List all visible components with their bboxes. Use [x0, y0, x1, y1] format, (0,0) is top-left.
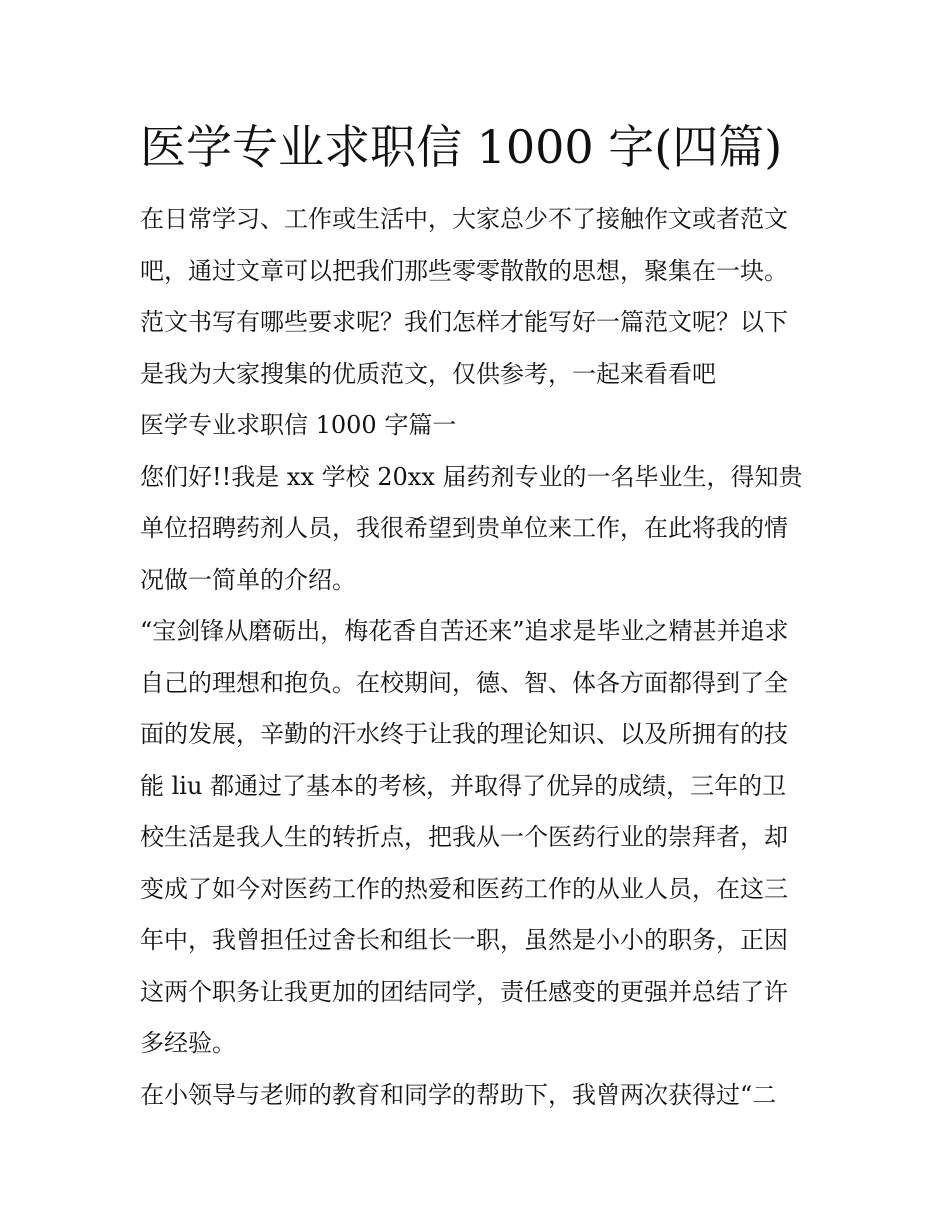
section-heading: [140, 400, 820, 452]
text-line: 能 liu 都通过了基本的考核，并取得了优异的成绩，三年的卫: [140, 771, 787, 800]
body-paragraph-1: [140, 606, 820, 1070]
text-line: 这两个职务让我更加的团结同学，责任感变的更强并总结了许: [140, 977, 788, 1006]
text-line: 在小领导与老师的教育和同学的帮助下，我曾两次获得过“二: [140, 1080, 777, 1109]
text-line: 在日常学习、工作或生活中，大家总少不了接触作文或者范文: [140, 205, 788, 233]
document-title: 医学专业求职信 1000 字(四篇): [140, 120, 783, 174]
text-line: 校生活是我人生的转折点，把我从一个医药行业的崇拜者，却: [140, 823, 788, 851]
text-line: 范文书写有哪些要求呢？我们怎样才能写好一篇范文呢？以下: [140, 308, 788, 336]
text-line: 变成了如今对医药工作的热爱和医药工作的从业人员，在这三: [140, 874, 788, 903]
body-paragraph-2: [140, 1070, 820, 1122]
greeting-paragraph: [140, 452, 820, 607]
section-heading-text: 医学专业求职信 1000 字篇一: [140, 411, 457, 439]
text-line: “宝剑锋从磨砺出，梅花香自苦还来”追求是毕业之精甚并追求: [140, 617, 789, 645]
intro-paragraph: [140, 194, 820, 400]
text-line: 面的发展，辛勤的汗水终于让我的理论知识、以及所拥有的技: [140, 720, 788, 748]
text-line: 况做一简单的介绍。: [140, 565, 356, 594]
text-line: 自己的理想和抱负。在校期间，德、智、体各方面都得到了全: [140, 668, 788, 697]
text-line: 年中，我曾担任过舍长和组长一职，虽然是小小的职务，正因: [140, 926, 788, 954]
document-page: [140, 112, 820, 1121]
text-line: 多经验。: [140, 1029, 236, 1057]
text-line: 您们好!!我是 xx 学校 20xx 届药剂专业的一名毕业生，得知贵: [140, 462, 803, 491]
text-line: 吧，通过文章可以把我们那些零零散散的思想，聚集在一块。: [140, 256, 788, 285]
text-line: 是我为大家搜集的优质范文，仅供参考，一起来看看吧: [140, 359, 716, 388]
text-line: 单位招聘药剂人员，我很希望到贵单位来工作，在此将我的情: [140, 514, 788, 542]
